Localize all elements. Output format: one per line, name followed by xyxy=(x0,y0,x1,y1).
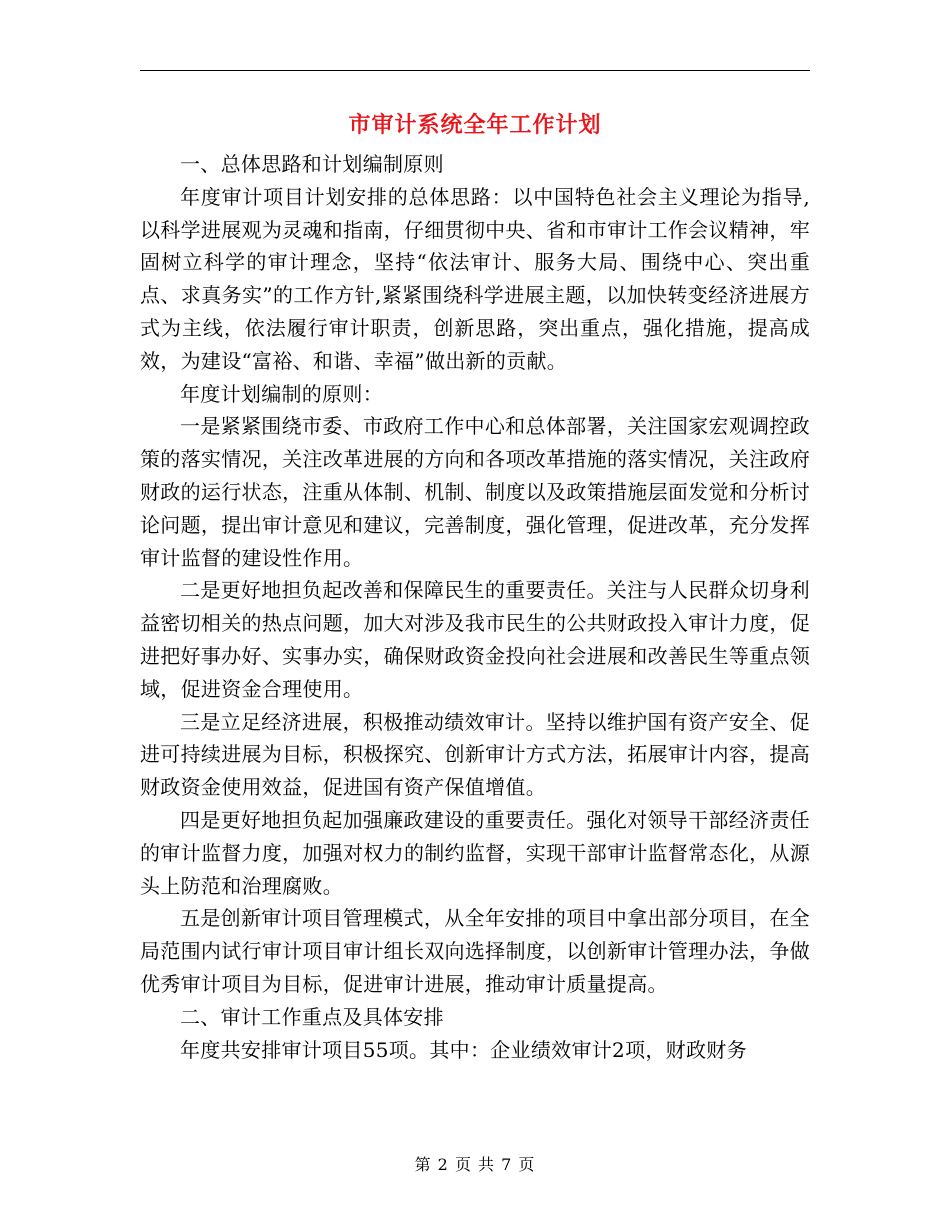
section-heading-1: 一、总体思路和计划编制原则 xyxy=(180,152,444,176)
document-body xyxy=(140,148,810,1066)
document-title: 市审计系统全年工作计划 xyxy=(348,113,602,138)
paragraph-principle-3: 三是立足经济进展，积极推动绩效审计。坚持以维护国有资产安全、促进可持续进展为目标，积极探究、创新审计方式方法，拓展审计内容，提高财政资金使用效益，促进国有资产保值增值。 xyxy=(140,709,810,800)
paragraph-overall-approach: 年度审计项目计划安排的总体思路：以中国特色社会主义理论为指导,以科学进展观为灵魂和指南，仔细贯彻中央、省和市审计工作会议精神，牢固树立科学的审计理念，坚持“依法审计、服务大局、围绕中心、突出重点、求真务实”的工作方针,紧紧围绕科学进展主题，以加快转变经济进展方式为主线，依法履行审计职责，创新思路，突出重点，强化措施，提高成效，为建设“富裕、和谐、幸福”做出新的贡献。 xyxy=(140,184,810,373)
section-heading-2: 二、审计工作重点及具体安排 xyxy=(180,1004,444,1029)
header-rule xyxy=(140,70,810,71)
paragraph-principle-5: 五是创新审计项目管理模式，从全年安排的项目中拿出部分项目，在全局范围内试行审计项目审计组长双向选择制度，以创新审计管理办法，争做优秀审计项目为目标，促进审计进展，推动审计质量提高。 xyxy=(140,906,810,996)
paragraph-principle-1: 一是紧紧围绕市委、市政府工作中心和总体部署，关注国家宏观调控政策的落实情况，关注改革进展的方向和各项改革措施的落实情况，关注政府财政的运行状态，注重从体制、机制、制度以及政策措施层面发觉和分析讨论问题，提出审计意见和建议，完善制度，强化管理，促进改革，充分发挥审计监督的建设性作用。 xyxy=(140,414,810,570)
paragraph-principle-2: 二是更好地担负起改善和保障民生的重要责任。关注与人民群众切身利益密切相关的热点问题，加大对涉及我市民生的公共财政投入审计力度，促进把好事办好、实事办实，确保财政资金投向社会进展和改善民生等重点领域，促进资金合理使用。 xyxy=(140,578,810,701)
paragraph-principles-intro: 年度计划编制的原则： xyxy=(180,381,383,406)
paragraph-principle-4: 四是更好地担负起加强廉政建设的重要责任。强化对领导干部经济责任的审计监督力度，加强对权力的制约监督，实现干部审计监督常态化，从源头上防范和治理腐败。 xyxy=(140,807,810,898)
page-number-footer: 第 2 页 共 7 页 xyxy=(414,1155,536,1174)
paragraph-project-count: 年度共安排审计项目55项。其中：企业绩效审计2项，财政财务 xyxy=(180,1037,747,1062)
